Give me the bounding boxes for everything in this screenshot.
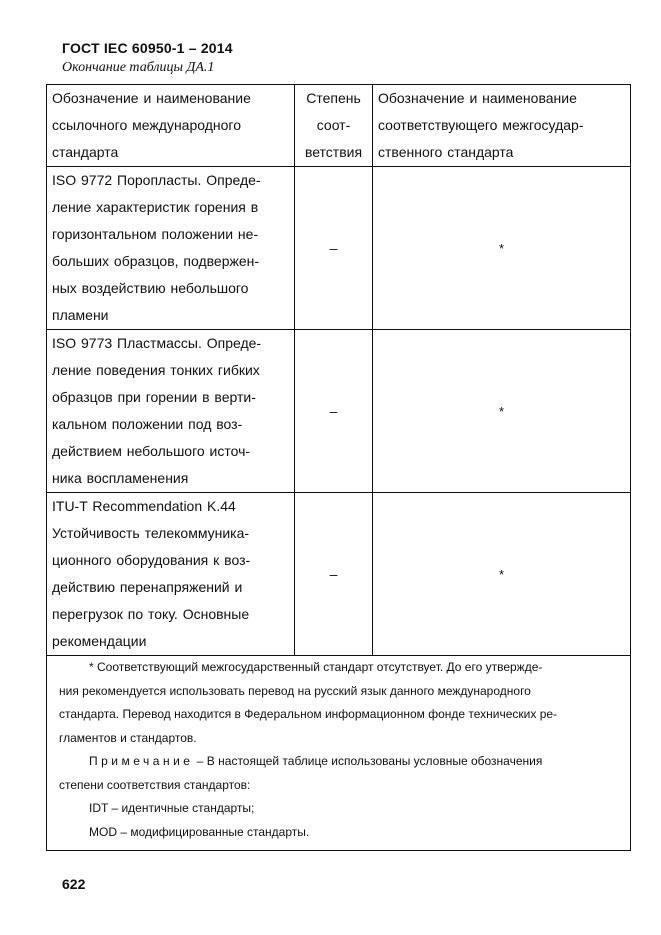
standards-table — [46, 84, 631, 851]
degree-cell: – — [295, 493, 373, 656]
international-standard-cell: ITU-T Recommendation K.44 Устойчивость телекоммуника- ционного оборудования к воз- действию перенапряжений и перегрузок по току. Основные рекомендации — [47, 493, 295, 656]
document-code: ГОСТ IEC 60950-1 – 2014 — [62, 40, 233, 56]
interstate-standard-cell: * — [373, 493, 631, 656]
mod-definition: MOD – модифицированные стандарты. — [89, 824, 310, 839]
interstate-standard-cell: * — [373, 330, 631, 493]
international-standard-cell: ISO 9773 Пластмассы. Опреде- ление поведения тонких гибких образцов при горении в верти- кальном положении под воз- действием небольшого источ- ника воспламенения — [47, 330, 295, 493]
footnote-cell: * Соответствующий межгосударственный стандарт отсутствует. До его утвержде- ния рекомендуется использовать перевод на русский язык данного международного стандарта. Перевод находится в Федеральном информационном фонде технических ре- гламентов и стандартов. Примечание – В настоящей таблице использованы условные обозначения степени соответствия стандартов: IDT – идентичные стандарты; MOD – модифицированные стандарты. — [47, 656, 631, 851]
footnote-mark: * — [89, 660, 94, 674]
header-international-standard: Обозначение и наименование ссылочного международного стандарта — [47, 85, 295, 167]
table-row — [47, 167, 631, 330]
idt-definition: IDT – идентичные стандарты; — [89, 801, 255, 815]
table-row — [47, 330, 631, 493]
note-label: Примечание — [89, 754, 194, 768]
note-text: Примечание – В настоящей таблице использованы условные обозначения — [89, 754, 543, 768]
table-row — [47, 493, 631, 656]
footnote-text: * Соответствующий межгосударственный стандарт отсутствует. До его утвержде- — [89, 660, 543, 674]
interstate-standard-cell: * — [373, 167, 631, 330]
table-continuation-note: Окончание таблицы ДА.1 — [62, 60, 215, 75]
header-interstate-standard: Обозначение и наименование соответствующего межгосудар- ственного стандарта — [373, 85, 631, 167]
degree-cell: – — [295, 330, 373, 493]
table-header-row — [47, 85, 631, 167]
degree-cell: – — [295, 167, 373, 330]
page-number: 622 — [62, 876, 86, 892]
header-degree: Степень соот- ветствия — [295, 85, 373, 167]
international-standard-cell: ISO 9772 Поропласты. Опреде- ление характеристик горения в горизонтальном положении не- больших образцов, подвержен- ных воздействию небольшого пламени — [47, 167, 295, 330]
footnote-row — [47, 656, 631, 851]
